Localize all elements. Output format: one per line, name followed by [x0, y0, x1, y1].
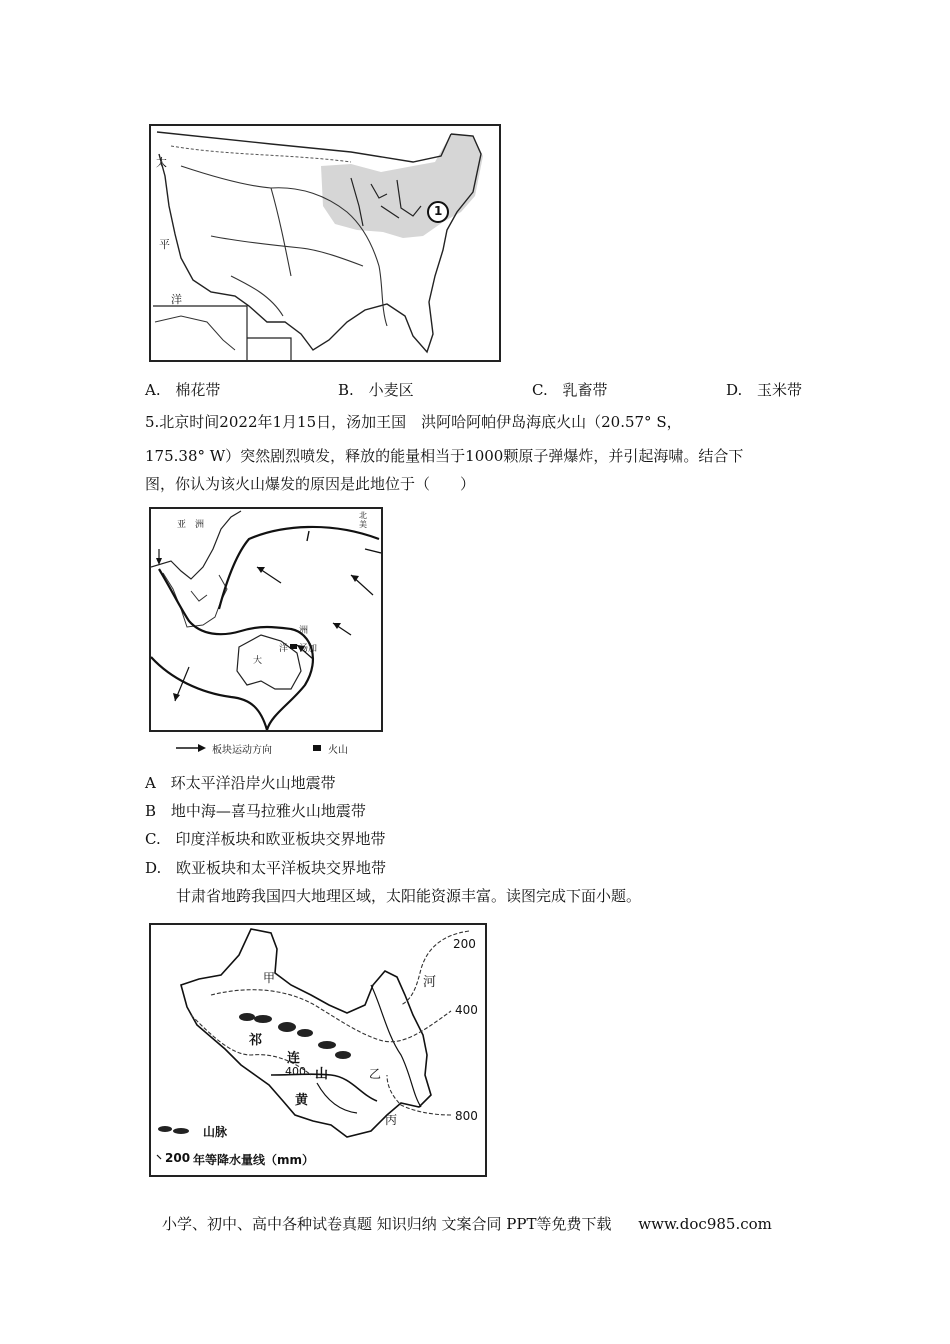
map3-legend-iso-text: 年等降水量线（mm） — [193, 1153, 315, 1167]
q5-stem-line-1: 5.北京时间2022年1月15日，汤加王国 洪阿哈阿帕伊岛海底火山（20.57° S， — [145, 413, 682, 431]
q5-option-b[interactable] — [145, 801, 366, 821]
legend-arrow-label: 板块运动方向 — [212, 745, 272, 756]
pacific-plate-map-drawing — [151, 509, 381, 730]
option-letter: B. — [338, 381, 354, 399]
option-letter: A — [145, 774, 156, 792]
q4-option-c[interactable] — [532, 380, 608, 400]
q5-stem-line-3: 图，你认为该火山爆发的原因是此地位于（ ） — [145, 475, 476, 493]
map2-label-asia: 亚 洲 — [177, 520, 205, 530]
q5-option-d[interactable] — [145, 858, 386, 878]
q5-stem-line-2: 175.38° W）突然剧烈喷发，释放的能量相当于1000颗原子弹爆炸，并引起海啸。结合下 — [145, 447, 744, 465]
option-letter: D. — [726, 381, 743, 399]
map3-legend-iso-number: 200 — [165, 1151, 191, 1165]
map3-label-shan: 山 — [315, 1067, 329, 1082]
map3-label-iso400: 400 — [455, 1003, 478, 1017]
map3-label-jia: 甲 — [263, 971, 276, 985]
q4-option-d[interactable] — [726, 380, 802, 400]
option-letter: C. — [532, 381, 548, 399]
gansu-map-drawing — [151, 925, 485, 1175]
option-text: 棉花带 — [175, 381, 221, 399]
map3-label-qi: 祁 — [249, 1033, 263, 1048]
arrow-legend-icon — [176, 743, 206, 753]
map3-label-iso800: 800 — [455, 1109, 478, 1123]
footer-text: 小学、初中、高中各种试卷真题 知识归纳 文案合同 PPT等免费下载 — [162, 1215, 612, 1233]
map1-label-ping: 平 — [159, 238, 170, 251]
map3-label-he: 河 — [423, 975, 437, 990]
gansu-intro: 甘肃省地跨我国四大地理区域，太阳能资源丰富。读图完成下面小题。 — [176, 887, 642, 905]
option-text: 小麦区 — [368, 381, 414, 399]
option-text: 欧亚板块和太平洋板块交界地带 — [176, 859, 387, 877]
map3-label-lian: 连 — [287, 1051, 301, 1066]
option-text: 玉米带 — [757, 381, 803, 399]
q4-option-b[interactable] — [338, 380, 414, 400]
map2-label-north-america: 北美 — [359, 511, 367, 529]
north-america-map-drawing — [151, 126, 499, 360]
map2-legend — [176, 740, 366, 758]
map2-label-tonga: 汤加 — [299, 644, 318, 654]
volcano-icon — [312, 744, 322, 752]
legend-volcano-label: 火山 — [328, 745, 348, 756]
map3-label-yi: 乙 — [369, 1067, 382, 1081]
pacific-plate-map — [149, 507, 383, 732]
map3-legend-mountain: 山脉 — [203, 1125, 228, 1139]
map3-label-iso400b: 400 — [285, 1065, 306, 1078]
footer-site[interactable]: www.doc985.com — [638, 1215, 772, 1233]
map1-label-yang: 洋 — [171, 293, 182, 306]
gansu-map — [149, 923, 487, 1177]
q4-option-a[interactable] — [145, 380, 220, 400]
map3-label-iso200: 200 — [453, 937, 476, 951]
map3-label-huang: 黄 — [295, 1093, 309, 1108]
option-letter: B — [145, 802, 157, 820]
q5-option-a[interactable] — [145, 773, 336, 793]
option-letter: C. — [145, 830, 161, 848]
option-letter: A. — [145, 381, 161, 399]
option-letter: D. — [145, 859, 162, 877]
option-text: 地中海—喜马拉雅火山地震带 — [170, 802, 366, 820]
map1-label-tai: 太 — [156, 156, 167, 169]
map1-marker-1: 1 — [434, 204, 443, 218]
map2-label-da: 大 — [253, 656, 263, 666]
map3-label-bing: 丙 — [385, 1113, 398, 1127]
option-text: 乳畜带 — [562, 381, 608, 399]
map2-label-zhou: 洲 — [299, 626, 309, 636]
option-text: 环太平洋沿岸火山地震带 — [170, 774, 336, 792]
option-text: 印度洋板块和欧亚板块交界地带 — [175, 830, 386, 848]
page-footer — [162, 1213, 772, 1234]
map2-label-yang: 洋 — [279, 644, 289, 654]
q5-option-c[interactable] — [145, 829, 386, 849]
north-america-map — [149, 124, 501, 362]
